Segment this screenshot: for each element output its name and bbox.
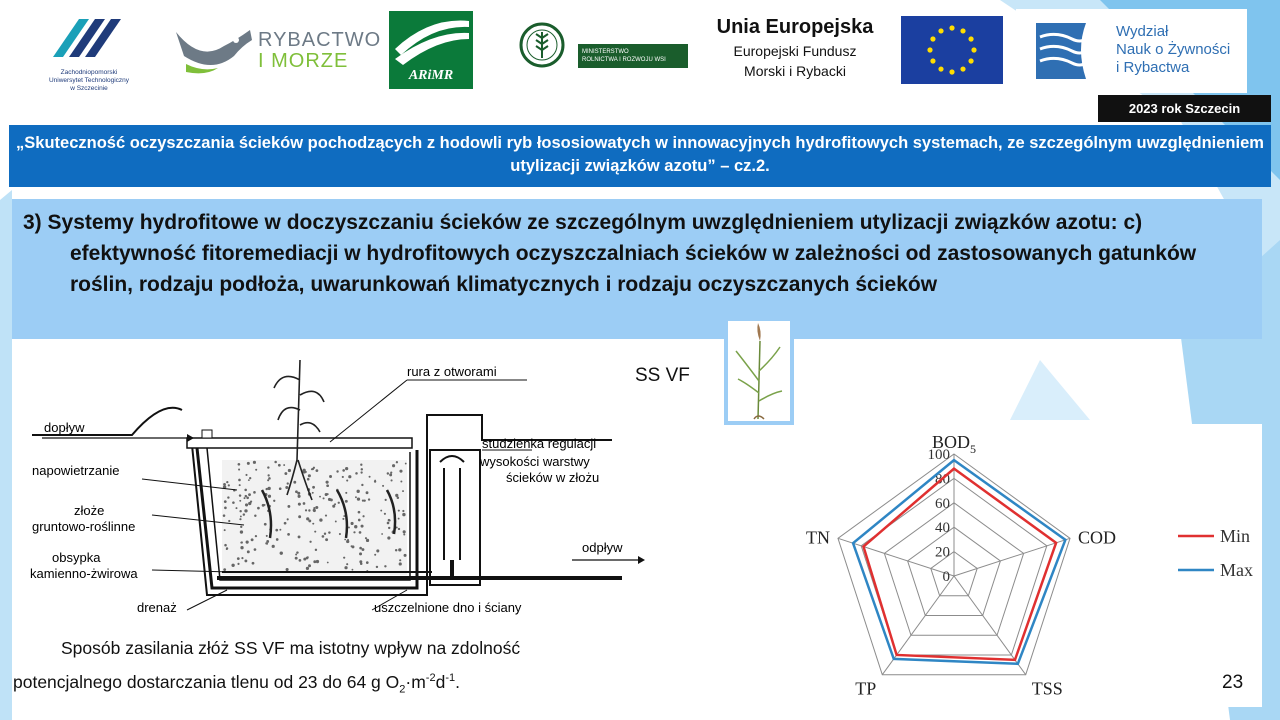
- gravel-dot: [239, 484, 241, 486]
- gravel-dot: [250, 501, 252, 503]
- gravel-dot: [344, 566, 347, 569]
- gravel-dot: [284, 472, 287, 475]
- gravel-dot: [334, 503, 336, 505]
- gravel-dot: [362, 515, 364, 517]
- gravel-dot: [239, 494, 241, 496]
- radar-tick-label: 80: [935, 471, 950, 488]
- radar-tick-label: 0: [942, 569, 950, 585]
- gravel-dot: [293, 481, 296, 484]
- gravel-dot: [268, 477, 271, 480]
- gravel-dot: [266, 488, 268, 490]
- gravel-dot: [279, 487, 282, 490]
- gravel-dot: [402, 510, 404, 512]
- presentation-title: „Skuteczność oczyszczania ścieków pochodzących z hodowli ryb łososiowatych w innowacyjnych hydrofitowych systemach, ze szczególnym uwzględnieniem utylizacji związków azotu” – cz.2.: [9, 125, 1271, 187]
- gravel-dot: [346, 563, 348, 565]
- system-label: SS VF: [635, 365, 690, 386]
- gravel-dot: [346, 540, 349, 543]
- gravel-dot: [299, 559, 302, 562]
- section-box: [12, 199, 1262, 339]
- gravel-dot: [376, 549, 379, 552]
- gravel-dot: [237, 563, 239, 565]
- gravel-dot: [362, 499, 364, 501]
- gravel-dot: [398, 548, 401, 551]
- gravel-dot: [232, 501, 235, 504]
- gravel-dot: [274, 461, 277, 464]
- gravel-dot: [404, 554, 407, 557]
- gravel-dot: [376, 566, 378, 568]
- gravel-dot: [224, 507, 227, 510]
- caption-mid: ·m: [405, 671, 426, 692]
- gravel-dot: [239, 510, 241, 512]
- gravel-dot: [313, 509, 316, 512]
- gravel-dot: [248, 479, 250, 481]
- gravel-dot: [314, 531, 316, 533]
- gravel-dot: [267, 479, 269, 481]
- gravel-dot: [392, 464, 395, 467]
- gravel-dot: [366, 491, 369, 494]
- gravel-dot: [359, 552, 362, 555]
- label-wysokosci: wysokości warstwy: [480, 454, 590, 469]
- gravel-dot: [264, 523, 267, 526]
- gravel-dot: [298, 503, 301, 506]
- gravel-dot: [254, 548, 257, 551]
- legend-label: Max: [1220, 560, 1253, 580]
- radar-axis-label: $BOD_5$: [931, 432, 977, 456]
- gravel-dot: [307, 556, 309, 558]
- gravel-dot: [402, 490, 404, 492]
- gravel-dot: [366, 561, 369, 564]
- gravel-dot: [237, 557, 240, 560]
- eu-subtitle: Europejski Fundusz Morski i Rybacki: [733, 43, 857, 79]
- radar-axis-subscript: 5: [970, 442, 977, 456]
- gravel-dot: [396, 461, 398, 463]
- gravel-dot: [243, 513, 245, 515]
- gravel-dot: [339, 533, 341, 535]
- caption-d: d: [435, 671, 446, 692]
- gravel-dot: [360, 464, 362, 466]
- page-number: 23: [1222, 672, 1244, 693]
- gravel-dot: [228, 484, 230, 486]
- gravel-dot: [306, 567, 309, 570]
- eu-star: [968, 36, 973, 41]
- gravel-dot: [323, 497, 325, 499]
- gravel-dot: [268, 495, 271, 498]
- gravel-dot: [238, 468, 240, 470]
- eu-star: [930, 36, 935, 41]
- label-obsypka: obsypka: [52, 550, 101, 565]
- wheat-seal-icon: [514, 22, 570, 68]
- gravel-dot: [255, 469, 257, 471]
- radar-tick-label: 60: [935, 495, 950, 512]
- gravel-dot: [303, 502, 306, 505]
- gravel-dot: [254, 515, 256, 517]
- rybactwo-line2: I MORZE: [258, 50, 349, 72]
- gravel-dot: [388, 527, 390, 529]
- zut-name: Zachodniopomorski Uniwersytet Technologiczny w Szczecinie: [48, 69, 130, 92]
- gravel-dot: [327, 562, 329, 564]
- eu-star: [960, 66, 965, 71]
- rybactwo-line1: RYBACTWO: [258, 29, 382, 51]
- gravel-dot: [316, 560, 319, 563]
- gravel-dot: [284, 522, 287, 525]
- rybactwo-logo-text: [258, 30, 381, 72]
- gravel-dot: [398, 528, 400, 530]
- plant-image: [724, 317, 794, 425]
- radar-axis-label: COD: [1078, 527, 1117, 548]
- gravel-dot: [248, 493, 251, 496]
- gravel-dot: [244, 559, 247, 562]
- gravel-dot: [313, 507, 315, 509]
- gravel-dot: [355, 496, 357, 498]
- gravel-dot: [231, 564, 234, 567]
- gravel-dot: [384, 565, 386, 567]
- gravel-dot: [240, 546, 243, 549]
- eu-star: [949, 25, 954, 30]
- eu-star: [938, 28, 943, 33]
- label-rura: rura z otworami: [407, 364, 497, 379]
- label-studzienka: studzienka regulacji: [482, 436, 597, 451]
- gravel-dot: [253, 491, 256, 494]
- gravel-dot: [308, 564, 311, 567]
- gravel-dot: [360, 471, 362, 473]
- reed-plant-icon: [728, 321, 790, 421]
- caption-sup-neg1: -1: [445, 672, 456, 684]
- label-doplyw: dopływ: [44, 420, 85, 435]
- gravel-dot: [266, 540, 269, 543]
- gravel-dot: [247, 550, 250, 553]
- legend-label: Min: [1220, 526, 1251, 546]
- gravel-dot: [346, 479, 348, 481]
- gravel-dot: [245, 495, 247, 497]
- label-odplyw: odpływ: [582, 540, 623, 555]
- field-icon: [389, 11, 473, 71]
- gravel-dot: [338, 502, 340, 504]
- gravel-dot: [389, 473, 392, 476]
- gravel-dot: [315, 549, 317, 551]
- gravel-dot: [285, 486, 288, 489]
- radar-series-min: [863, 469, 1056, 660]
- gravel-dot: [335, 520, 337, 522]
- gravel-dot: [296, 551, 298, 553]
- eu-star: [938, 66, 943, 71]
- arimr-label: ARiMR: [408, 68, 454, 83]
- gravel-dot: [374, 554, 376, 556]
- gravel-dot: [324, 533, 326, 535]
- gravel-dot: [343, 557, 345, 559]
- gravel-dot: [239, 518, 241, 520]
- faculty-logo: [1016, 9, 1247, 93]
- gravel-dot: [308, 509, 310, 511]
- gravel-dot: [246, 541, 249, 544]
- gravel-dot: [238, 463, 241, 466]
- gravel-dot: [272, 545, 275, 548]
- gravel-dot: [280, 551, 283, 554]
- gravel-dot: [238, 479, 241, 482]
- gravel-dot: [252, 562, 255, 565]
- gravel-dot: [402, 513, 405, 516]
- gravel-dot: [400, 481, 402, 483]
- caption-end: .: [455, 671, 460, 692]
- gravel-dot: [298, 535, 301, 538]
- gravel-dot: [287, 505, 290, 508]
- radar-chart: [646, 424, 1262, 707]
- gravel-dot: [387, 522, 390, 525]
- ministry-logo: [514, 22, 690, 68]
- gravel-dot: [325, 538, 328, 541]
- caption-line-2: [13, 663, 613, 704]
- label-kamienno: kamienno-żwirowa: [30, 566, 138, 581]
- gravel-dot: [390, 472, 392, 474]
- gravel-dot: [345, 467, 348, 470]
- label-gruntowo: gruntowo-roślinne: [32, 519, 136, 534]
- eu-star: [968, 58, 973, 63]
- radar-tick-label: 20: [935, 544, 950, 561]
- gravel-dot: [353, 531, 355, 533]
- gravel-dot: [312, 492, 314, 494]
- gravel-dot: [348, 475, 351, 478]
- gravel-dot: [328, 498, 331, 501]
- gravel-dot: [295, 490, 298, 493]
- gravel-dot: [387, 536, 390, 539]
- ssvf-diagram: [12, 340, 652, 625]
- gravel-dot: [226, 548, 228, 550]
- gravel-dot: [312, 486, 315, 489]
- gravel-dot: [307, 478, 310, 481]
- gravel-dot: [322, 535, 325, 538]
- gravel-dot: [361, 468, 363, 470]
- gravel-dot: [327, 493, 329, 495]
- year-badge: 2023 rok Szczecin: [1098, 95, 1271, 122]
- gravel-dot: [380, 510, 382, 512]
- eu-star: [949, 69, 954, 74]
- gravel-dot: [278, 464, 281, 467]
- gravel-dot: [319, 496, 321, 498]
- gravel-dot: [223, 514, 226, 517]
- gravel-dot: [244, 509, 247, 512]
- gravel-dot: [267, 474, 269, 476]
- radar-axis-label: TSS: [1031, 678, 1063, 699]
- gravel-dot: [227, 496, 229, 498]
- gravel-dot: [240, 530, 243, 533]
- radar-axis-label: TN: [805, 527, 830, 548]
- zut-logo: [17, 9, 161, 104]
- gravel-dot: [398, 510, 400, 512]
- eu-star: [930, 58, 935, 63]
- gravel-dot: [224, 529, 226, 531]
- gravel-dot: [264, 504, 266, 506]
- gravel-dot: [255, 535, 257, 537]
- gravel-dot: [311, 468, 313, 470]
- gravel-dot: [223, 568, 226, 571]
- gravel-dot: [235, 507, 237, 509]
- gravel-dot: [336, 470, 338, 472]
- eu-text: [700, 16, 890, 81]
- gravel-dot: [228, 520, 230, 522]
- gravel-dot: [309, 541, 311, 543]
- gravel-dot: [352, 569, 354, 571]
- label-napowietrzanie: napowietrzanie: [32, 463, 120, 478]
- gravel-dot: [359, 560, 362, 563]
- gravel-dot: [240, 526, 242, 528]
- gravel-dot: [276, 538, 279, 541]
- caption-text: [13, 633, 613, 704]
- gravel-dot: [357, 498, 360, 501]
- gravel-dot: [398, 518, 400, 520]
- gravel-dot: [326, 484, 329, 487]
- ministry-label: MINISTERSTWO ROLNICTWA I ROZWOJU WSI: [578, 44, 688, 68]
- section-heading: 3) Systemy hydrofitowe w doczyszczaniu ścieków ze szczególnym uwzględnieniem utylizacji związków azotu: c) efektywność fitoremediacji w hydrofitowych oczyszczalniach ścieków w zależności od zastosowanych gatunków roślin, rodzaju podłoża, uwarunkowań klimatycznych i rodzaju oczyszczanych ścieków: [23, 211, 1197, 296]
- gravel-dot: [403, 530, 406, 533]
- caption-sup-neg2: -2: [425, 672, 436, 684]
- gravel-dot: [399, 559, 401, 561]
- gravel-dot: [384, 513, 386, 515]
- gravel-dot: [345, 492, 347, 494]
- gravel-dot: [405, 463, 407, 465]
- caption-sub-2: 2: [399, 683, 406, 696]
- radar-tick-label: 100: [927, 447, 950, 463]
- gravel-dot: [342, 469, 345, 472]
- gravel-dot: [359, 547, 362, 550]
- gravel-dot: [345, 500, 348, 503]
- waves-icon: [1016, 9, 1106, 93]
- gravel-dot: [224, 500, 227, 503]
- gravel-dot: [369, 476, 371, 478]
- gravel-dot: [279, 529, 281, 531]
- gravel-dot: [273, 500, 275, 502]
- gravel-dot: [374, 480, 376, 482]
- gravel-dot: [241, 541, 243, 543]
- gravel-dot: [342, 476, 344, 478]
- gravel-dot: [266, 535, 268, 537]
- gravel-dot: [366, 539, 369, 542]
- gravel-dot: [326, 481, 329, 484]
- gravel-dot: [381, 533, 383, 535]
- arimr-logo: [389, 11, 473, 89]
- gravel-dot: [342, 518, 344, 520]
- gravel-dot: [305, 509, 307, 511]
- gravel-dot: [245, 474, 247, 476]
- gravel-dot: [267, 466, 269, 468]
- gravel-dot: [382, 485, 384, 487]
- gravel-dot: [303, 558, 306, 561]
- gravel-dot: [368, 498, 370, 500]
- gravel-dot: [315, 506, 318, 509]
- gravel-dot: [351, 545, 354, 548]
- gravel-dot: [287, 533, 290, 536]
- gravel-dot: [391, 479, 393, 481]
- gravel-dot: [298, 515, 301, 518]
- label-sciekow: ścieków w złożu: [506, 470, 600, 485]
- label-drenaz: drenaż: [137, 600, 177, 615]
- gravel-dot: [245, 503, 248, 506]
- gravel-dot: [395, 549, 397, 551]
- gravel-dot: [308, 474, 311, 477]
- label-uszczelnione: uszczelnione dno i ściany: [374, 600, 522, 615]
- gravel-dot: [358, 511, 361, 514]
- gravel-dot: [399, 562, 402, 565]
- gravel-dot: [288, 469, 291, 472]
- eu-star: [971, 47, 976, 52]
- radar-tick-label: 40: [935, 520, 950, 537]
- gravel-dot: [399, 470, 402, 473]
- gravel-dot: [329, 475, 332, 478]
- gravel-dot: [251, 538, 254, 541]
- gravel-dot: [344, 539, 346, 541]
- gravel-dot: [302, 469, 305, 472]
- gravel-dot: [351, 522, 354, 525]
- gravel-dot: [253, 461, 256, 464]
- gravel-dot: [295, 554, 297, 556]
- eu-title: Unia Europejska: [716, 16, 874, 38]
- eu-flag-icon: [901, 16, 1003, 84]
- eu-star: [927, 47, 932, 52]
- caption-line-2-text: potencjalnego dostarczania tlenu od 23 do 64 g O: [13, 671, 400, 692]
- zut-emblem-icon: [17, 9, 161, 69]
- gravel-dot: [283, 464, 285, 466]
- gravel-dot: [257, 507, 260, 510]
- gravel-dot: [239, 500, 241, 502]
- radar-axis-label: TP: [855, 678, 877, 699]
- gravel-dot: [224, 544, 227, 547]
- gravel-dot: [295, 557, 298, 560]
- gravel-dot: [286, 568, 289, 571]
- gravel-dot: [275, 529, 278, 532]
- gravel-dot: [385, 499, 387, 501]
- gravel-dot: [249, 477, 251, 479]
- gravel-dot: [348, 527, 350, 529]
- regulation-well: [430, 450, 480, 585]
- gravel-dot: [358, 519, 361, 522]
- gravel-dot: [240, 516, 242, 518]
- radar-series-max: [853, 460, 1065, 664]
- gravel-dot: [365, 537, 367, 539]
- gravel-dot: [354, 525, 357, 528]
- gravel-dot: [247, 462, 250, 465]
- gravel-dot: [325, 515, 327, 517]
- gravel-dot: [316, 469, 319, 472]
- gravel-dot: [241, 557, 243, 559]
- gravel-dot: [312, 523, 314, 525]
- gravel-dot: [226, 481, 228, 483]
- gravel-dot: [355, 472, 358, 475]
- gravel-dot: [308, 519, 311, 522]
- inlet-pipe: [187, 438, 412, 448]
- gravel-dot: [244, 489, 247, 492]
- gravel-dot: [387, 472, 389, 474]
- gravel-dot: [361, 484, 363, 486]
- gravel-dot: [403, 533, 405, 535]
- gravel-dot: [244, 497, 246, 499]
- gravel-dot: [287, 518, 289, 520]
- gravel-dot: [395, 494, 398, 497]
- gravel-dot: [328, 531, 330, 533]
- gravel-dot: [357, 490, 360, 493]
- label-zloze: złoże: [74, 503, 105, 518]
- gravel-dot: [287, 482, 289, 484]
- gravel-dot: [359, 531, 362, 534]
- faculty-name: Wydział Nauk o Żywności i Rybactwa: [1116, 23, 1231, 76]
- gravel-dot: [267, 487, 270, 490]
- gravel-dot: [361, 548, 364, 551]
- fish-logo-icon: [172, 22, 256, 76]
- eu-star: [960, 28, 965, 33]
- caption-line-1: Sposób zasilania złóż SS VF ma istotny wpływ na zdolność: [61, 638, 521, 658]
- gravel-dot: [389, 519, 391, 521]
- gravel-dot: [298, 495, 301, 498]
- gravel-dot: [361, 525, 364, 528]
- gravel-dot: [319, 518, 322, 521]
